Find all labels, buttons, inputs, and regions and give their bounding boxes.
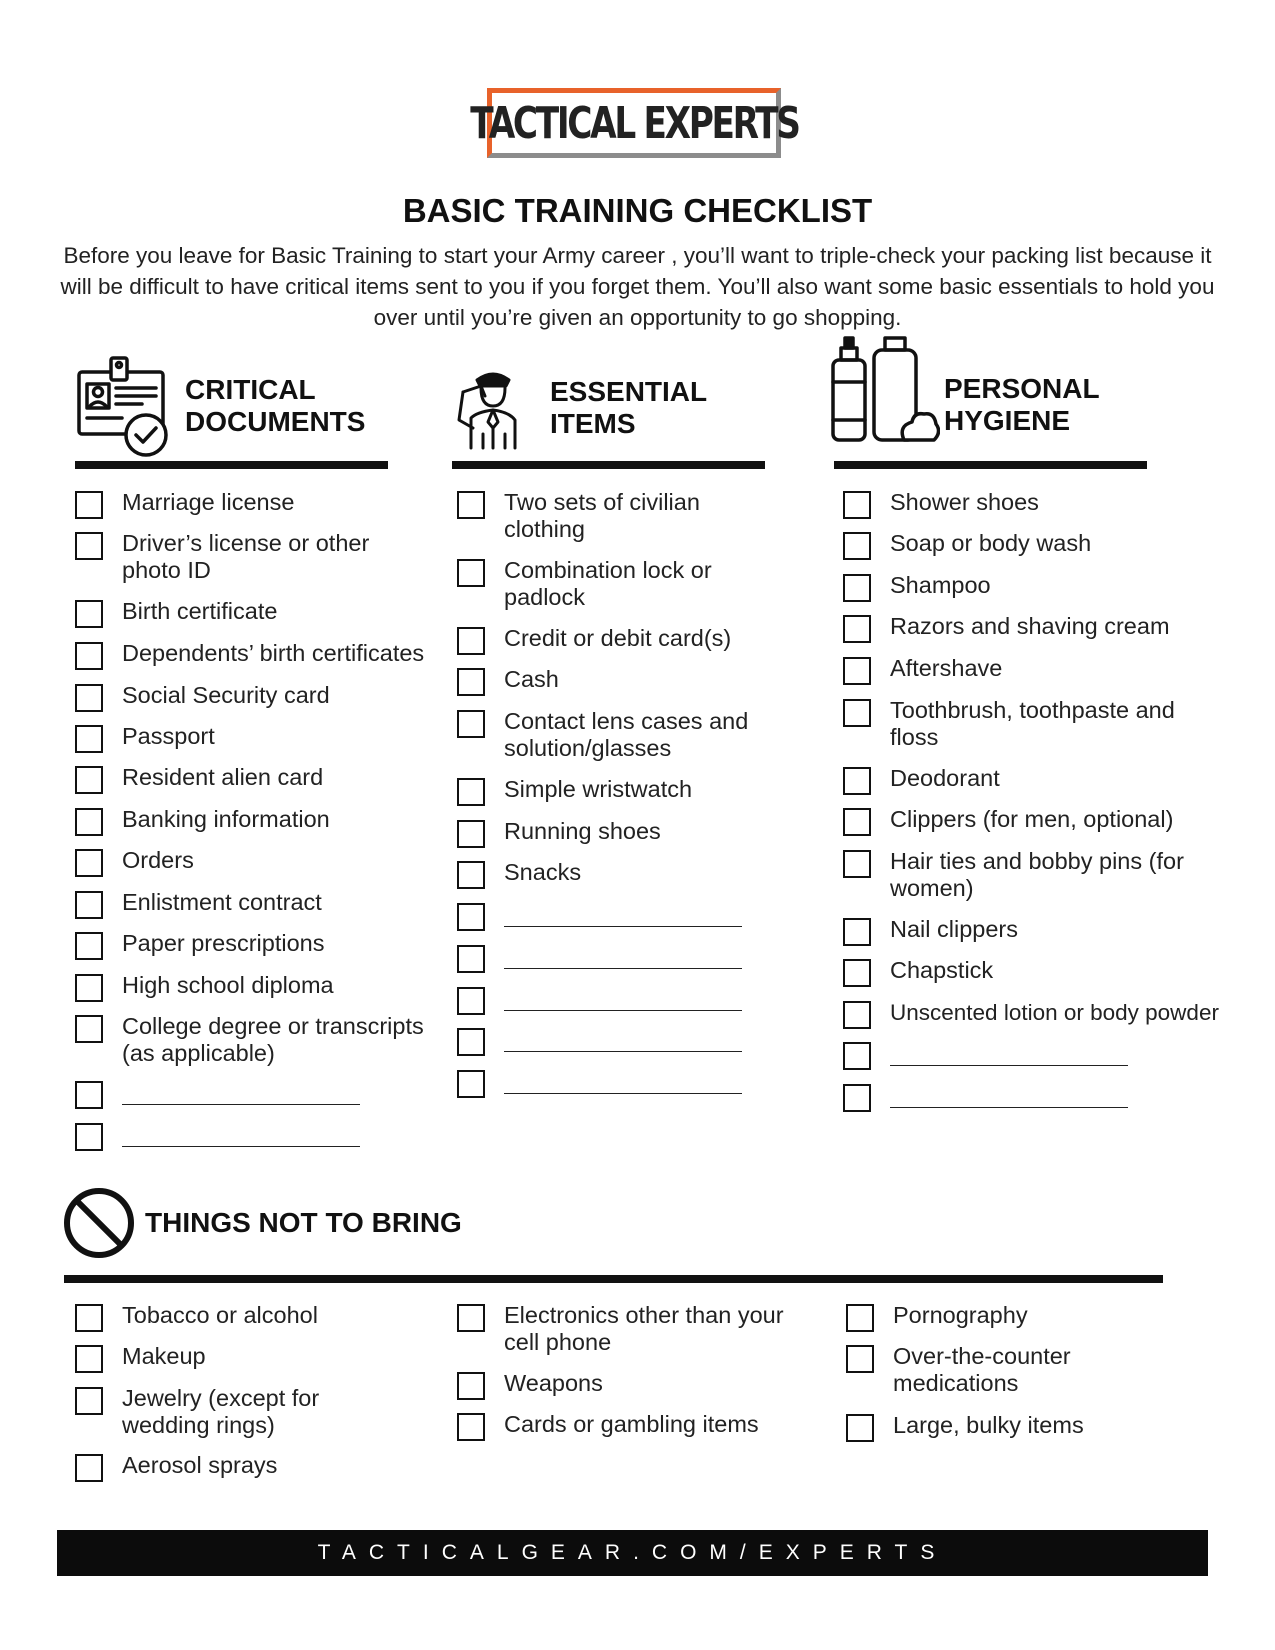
item-label: Social Security card: [122, 682, 330, 708]
item-label: Razors and shaving cream: [890, 613, 1170, 639]
checkbox[interactable]: [457, 1372, 485, 1400]
checkbox[interactable]: [75, 1123, 103, 1151]
checkbox[interactable]: [75, 1015, 103, 1043]
hygiene-bottles-icon: [830, 336, 940, 442]
checklist-item[interactable]: [843, 806, 1173, 836]
checklist-item[interactable]: [843, 613, 1170, 643]
checkbox[interactable]: [457, 1304, 485, 1332]
checklist-item-blank[interactable]: [457, 985, 742, 1015]
checklist-item-blank[interactable]: [75, 1079, 360, 1109]
item-label: Enlistment contract: [122, 889, 322, 915]
checklist-item[interactable]: [457, 818, 661, 848]
checklist-item[interactable]: [843, 916, 1018, 946]
checklist-item[interactable]: [75, 723, 215, 753]
checklist-item[interactable]: [457, 489, 754, 543]
section-title-line: DOCUMENTS: [185, 406, 366, 437]
item-label: Soap or body wash: [890, 530, 1092, 556]
item-label: Tobacco or alcohol: [122, 1302, 318, 1328]
checkbox[interactable]: [75, 1454, 103, 1482]
checklist-item[interactable]: [75, 847, 194, 877]
id-card-check-icon: [76, 354, 176, 460]
checkbox[interactable]: [457, 710, 485, 738]
checkbox[interactable]: [843, 491, 871, 519]
checkbox[interactable]: [843, 615, 871, 643]
checkbox[interactable]: [457, 1028, 485, 1056]
checkbox[interactable]: [457, 987, 485, 1015]
checklist-item[interactable]: [457, 1302, 804, 1356]
checklist-item[interactable]: [75, 889, 322, 919]
section-divider: [64, 1275, 1163, 1283]
item-label: Hair ties and bobby pins (for women): [890, 848, 1184, 901]
checkbox[interactable]: [75, 891, 103, 919]
item-label: Deodorant: [890, 765, 1000, 791]
checklist-item[interactable]: [457, 859, 581, 889]
checkbox[interactable]: [843, 850, 871, 878]
item-label: Shower shoes: [890, 489, 1039, 515]
checkbox[interactable]: [75, 1387, 103, 1415]
item-label: Toothbrush, toothpaste and floss: [890, 697, 1175, 750]
item-label: Pornography: [893, 1302, 1028, 1328]
checklist-item[interactable]: [843, 489, 1039, 519]
checklist-item[interactable]: [843, 765, 1000, 795]
section-title-line: CRITICAL: [185, 374, 316, 405]
checkbox[interactable]: [457, 861, 485, 889]
item-label: Unscented lotion or body powder: [890, 1000, 1219, 1025]
item-label: Aerosol sprays: [122, 1452, 278, 1478]
item-label: Running shoes: [504, 818, 661, 844]
checkbox[interactable]: [843, 532, 871, 560]
section-title-line: HYGIENE: [944, 405, 1071, 436]
item-label: Chapstick: [890, 957, 994, 983]
checkbox[interactable]: [457, 1413, 485, 1441]
item-label: Contact lens cases and solution/glasses: [504, 708, 749, 761]
write-in-line[interactable]: [504, 1093, 742, 1094]
item-label: Nail clippers: [890, 916, 1018, 942]
checklist-item[interactable]: [457, 1411, 759, 1441]
footer-bar: [57, 1530, 1208, 1576]
checklist-item[interactable]: [75, 972, 334, 1002]
checkbox[interactable]: [457, 668, 485, 696]
section-title-line: ITEMS: [550, 408, 636, 439]
item-label: Driver’s license or other photo ID: [122, 530, 370, 583]
checkbox[interactable]: [843, 959, 871, 987]
checklist-item[interactable]: [75, 1385, 352, 1439]
checklist-item-blank[interactable]: [457, 1026, 742, 1056]
item-label: Snacks: [504, 859, 582, 885]
checklist-item[interactable]: [75, 1343, 206, 1373]
checkbox[interactable]: [843, 767, 871, 795]
section-title-hygiene: [944, 373, 1100, 437]
checklist-item-blank[interactable]: [457, 901, 742, 931]
checklist-item[interactable]: [843, 697, 1210, 751]
section-title-line: PERSONAL: [944, 373, 1100, 404]
write-in-line[interactable]: [890, 1107, 1128, 1108]
checklist-item[interactable]: [457, 1370, 603, 1400]
item-label: Dependents’ birth certificates: [122, 640, 425, 666]
checkbox[interactable]: [75, 808, 103, 836]
section-title-not-bring: THINGS NOT TO BRING: [145, 1207, 462, 1238]
checkbox[interactable]: [843, 808, 871, 836]
checkbox[interactable]: [457, 1070, 485, 1098]
item-label: Resident alien card: [122, 764, 324, 790]
section-title-critical: [185, 374, 365, 438]
checkbox[interactable]: [457, 820, 485, 848]
checkbox[interactable]: [75, 849, 103, 877]
page-title: BASIC TRAINING CHECKLIST: [402, 192, 873, 229]
item-label: Banking information: [122, 806, 330, 832]
item-label: High school diploma: [122, 972, 334, 998]
checkbox[interactable]: [457, 903, 485, 931]
checkbox[interactable]: [457, 945, 485, 973]
item-label: Passport: [122, 723, 215, 749]
checklist-item[interactable]: [75, 640, 424, 670]
checkbox[interactable]: [75, 1304, 103, 1332]
intro-paragraph: Before you leave for Basic Training to start your Army career , you’ll want to triple-check your packing list because it will be difficult to have critical items sent to you if you forget them. You’ll also want some basic essentials to hold you over until you’re given an opportunity to go shopping.: [60, 243, 1215, 330]
checklist-item[interactable]: [75, 1302, 318, 1332]
checklist-item-blank[interactable]: [457, 1068, 742, 1098]
checklist-item[interactable]: [75, 489, 294, 519]
checkbox[interactable]: [75, 1081, 103, 1109]
item-label: Paper prescriptions: [122, 930, 325, 956]
checklist-item[interactable]: [75, 930, 324, 960]
checkbox[interactable]: [843, 699, 871, 727]
checkbox[interactable]: [75, 642, 103, 670]
checkbox[interactable]: [75, 974, 103, 1002]
checkbox[interactable]: [843, 1042, 871, 1070]
checkbox[interactable]: [75, 932, 103, 960]
footer-url[interactable]: TACTICALGEAR.COM/EXPERTS: [317, 1541, 948, 1564]
checklist-item-blank[interactable]: [843, 1082, 1128, 1112]
checklist-item[interactable]: [457, 776, 692, 806]
checklist-item[interactable]: [843, 848, 1210, 902]
item-label: Shampoo: [890, 572, 991, 598]
checkbox[interactable]: [75, 1345, 103, 1373]
checklist-item[interactable]: [457, 708, 774, 762]
section-divider: [75, 461, 388, 469]
checklist-item[interactable]: [843, 572, 991, 602]
checkbox[interactable]: [846, 1414, 874, 1442]
checklist-item[interactable]: [846, 1412, 1084, 1442]
checklist-item[interactable]: [75, 682, 330, 712]
checkbox[interactable]: [75, 491, 103, 519]
checklist-item[interactable]: [457, 666, 559, 696]
checklist-item[interactable]: [457, 625, 731, 655]
checklist-item[interactable]: [843, 655, 1002, 685]
checklist-item[interactable]: [75, 764, 323, 794]
checklist-item[interactable]: [75, 1452, 277, 1482]
item-label: Weapons: [504, 1370, 603, 1396]
item-label: Birth certificate: [122, 598, 278, 624]
checkbox[interactable]: [843, 657, 871, 685]
item-label: Electronics other than your cell phone: [504, 1302, 784, 1355]
checkbox[interactable]: [457, 627, 485, 655]
write-in-line[interactable]: [504, 926, 742, 927]
item-label: Two sets of civilian clothing: [504, 489, 700, 542]
write-in-line[interactable]: [890, 1065, 1128, 1066]
checklist-item[interactable]: [846, 1343, 1133, 1397]
checkbox[interactable]: [457, 491, 485, 519]
checkbox[interactable]: [75, 600, 103, 628]
checklist-item[interactable]: [75, 598, 277, 628]
logo-text: TACTICAL EXPERTS: [469, 97, 799, 149]
checkbox[interactable]: [843, 1084, 871, 1112]
item-label: Orders: [122, 847, 194, 873]
checklist-item-blank[interactable]: [457, 943, 742, 973]
checkbox[interactable]: [75, 684, 103, 712]
write-in-line[interactable]: [504, 1051, 742, 1052]
item-label: Credit or debit card(s): [504, 625, 732, 651]
write-in-line[interactable]: [122, 1104, 360, 1105]
checkbox[interactable]: [75, 532, 103, 560]
checklist-item[interactable]: [843, 530, 1091, 560]
checkbox[interactable]: [846, 1304, 874, 1332]
checkbox[interactable]: [75, 725, 103, 753]
checkbox[interactable]: [457, 778, 485, 806]
section-title-essential: [550, 376, 707, 440]
checkbox[interactable]: [843, 918, 871, 946]
item-label: Marriage license: [122, 489, 295, 515]
checklist-item[interactable]: [75, 806, 330, 836]
item-label: Combination lock or padlock: [504, 557, 712, 610]
item-label: College degree or transcripts (as applicable): [122, 1013, 424, 1066]
item-label: Large, bulky items: [893, 1412, 1084, 1438]
checkbox[interactable]: [846, 1345, 874, 1373]
section-divider: [452, 461, 765, 469]
section-title-line: ESSENTIAL: [550, 376, 708, 407]
item-label: Simple wristwatch: [504, 776, 693, 802]
checklist-item-blank[interactable]: [843, 1040, 1128, 1070]
checklist-item-blank[interactable]: [75, 1121, 360, 1151]
checklist-item[interactable]: [843, 999, 1219, 1029]
item-label: Makeup: [122, 1343, 206, 1369]
item-label: Jewelry (except for wedding rings): [122, 1385, 320, 1438]
item-label: Cards or gambling items: [504, 1411, 759, 1437]
checklist-item[interactable]: [843, 957, 993, 987]
write-in-line[interactable]: [122, 1146, 360, 1147]
checkbox[interactable]: [843, 1001, 871, 1029]
item-label: Clippers (for men, optional): [890, 806, 1174, 832]
prohibited-icon: [62, 1186, 136, 1260]
checklist-item[interactable]: [75, 530, 412, 584]
section-divider: [834, 461, 1147, 469]
checklist-item[interactable]: [457, 557, 754, 611]
write-in-line[interactable]: [504, 1010, 742, 1011]
write-in-line[interactable]: [504, 968, 742, 969]
checklist-item[interactable]: [846, 1302, 1028, 1332]
checklist-item[interactable]: [75, 1013, 442, 1067]
item-label: Aftershave: [890, 655, 1003, 681]
item-label: Over-the-counter medications: [893, 1343, 1071, 1396]
brand-logo: [469, 88, 799, 158]
checkbox[interactable]: [843, 574, 871, 602]
saluting-soldier-icon: [455, 364, 527, 450]
checkbox[interactable]: [75, 766, 103, 794]
item-label: Cash: [504, 666, 559, 692]
checkbox[interactable]: [457, 559, 485, 587]
